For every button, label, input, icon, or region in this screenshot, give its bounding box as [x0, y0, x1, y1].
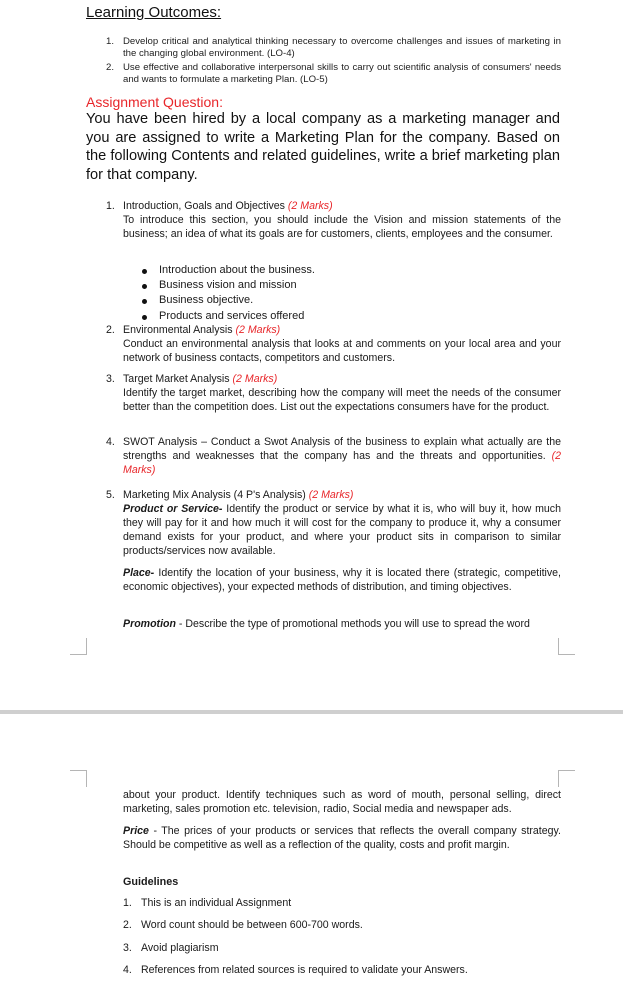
section-marks: (2 Marks)	[123, 450, 561, 476]
assignment-question-body: You have been hired by a local company as a marketing manager and you are assigned to write a Marketing Plan for the company. Based on the following Contents and related guidelines, write a brief marketing plan for that company.	[86, 111, 560, 183]
bullet-icon	[142, 299, 147, 304]
product-text: Identify the product or service by what it is, who will buy it, how much they will pay for it and how much it will cost for the company to produce it, why a consumer demand exists for your product, and where your product sits in comparison to similar products/services now available.	[123, 503, 561, 557]
list-text: Avoid plagiarism	[141, 942, 219, 954]
list-item	[123, 919, 363, 931]
section-number: 1.	[106, 200, 115, 212]
list-number: 2.	[123, 919, 132, 931]
section-title: Introduction, Goals and Objectives	[123, 200, 285, 212]
margin-corner-mark	[558, 638, 575, 655]
place-paragraph	[123, 566, 561, 594]
list-item	[123, 942, 219, 954]
section-number: 5.	[106, 489, 115, 501]
section-environmental-analysis	[106, 323, 561, 365]
list-item	[106, 36, 561, 59]
list-number: 1.	[106, 36, 115, 47]
section-marks: (2 Marks)	[232, 373, 278, 385]
section-marketing-mix	[106, 488, 561, 502]
bullet-icon	[142, 284, 147, 289]
section-title: Marketing Mix Analysis (4 P's Analysis)	[123, 489, 306, 501]
section-target-market	[106, 372, 561, 414]
bullet-icon	[142, 315, 147, 320]
section-number: 3.	[106, 373, 115, 385]
promotion-paragraph	[123, 617, 561, 631]
section-body: To introduce this section, you should include the Vision and mission statements of the business; an idea of what its goals are for customers, clients, employees and the consumer.	[123, 214, 561, 240]
section-number: 2.	[106, 324, 115, 336]
margin-corner-mark	[558, 770, 575, 787]
list-item: Introduction about the business.	[140, 263, 440, 278]
list-item: Business vision and mission	[140, 278, 440, 293]
list-text: This is an individual Assignment	[141, 897, 292, 909]
place-label: Place-	[123, 567, 155, 579]
section-body: Identify the target market, describing how the company will meet the needs of the consumer better than the competition does. List out the expectations consumers have for the product.	[123, 387, 561, 413]
learning-outcomes-title: Learning Outcomes:	[86, 4, 222, 21]
list-text: Word count should be between 600-700 words.	[141, 919, 363, 931]
section-body: – Conduct a Swot Analysis of the business to explain what actually are the strengths and weaknesses that the company has and the threats and opportunities.	[123, 436, 562, 462]
list-text: Develop critical and analytical thinking necessary to overcome challenges and issues of marketing in the changing global environment. (LO-4)	[123, 36, 561, 59]
guidelines-heading: Guidelines	[123, 876, 179, 888]
list-number: 3.	[123, 942, 132, 954]
margin-corner-mark	[70, 770, 87, 787]
margin-corner-mark	[70, 638, 87, 655]
list-number: 2.	[106, 62, 115, 73]
section-marks: (2 Marks)	[287, 200, 333, 212]
list-item	[106, 62, 561, 85]
list-text: Use effective and collaborative interpersonal skills to carry out scientific analysis of consumers' needs and wants to formulate a marketing Plan. (LO-5)	[123, 62, 561, 85]
document-page-2	[0, 714, 623, 1000]
assignment-question-heading: Assignment Question:	[86, 94, 223, 110]
section-title: SWOT Analysis	[123, 436, 198, 448]
section-title: Target Market Analysis	[123, 373, 230, 385]
section-swot	[106, 435, 561, 477]
list-number: 1.	[123, 897, 132, 909]
section-body: Conduct an environmental analysis that looks at and comments on your local area and your network of business contacts, competitors and customers.	[123, 338, 561, 364]
list-text: References from related sources is required to validate your Answers.	[141, 964, 468, 976]
list-item: Business objective.	[140, 293, 440, 308]
promotion-text: - Describe the type of promotional methods you will use to spread the word	[175, 618, 530, 630]
list-item	[123, 897, 291, 909]
price-label: Price	[123, 825, 149, 837]
product-label: Product or Service-	[123, 503, 223, 515]
section-number: 4.	[106, 436, 115, 448]
place-text: Identify the location of your business, why it is located there (strategic, competitive, economic objectives), your expected methods of distribution, and timing objectives.	[123, 567, 561, 593]
list-number: 4.	[123, 964, 132, 976]
promotion-paragraph-continued: about your product. Identify techniques such as word of mouth, personal selling, direct marketing, sales promotion etc. television, radio, Social media and newspaper ads.	[123, 789, 561, 815]
section-title: Environmental Analysis	[123, 324, 233, 336]
section-marks: (2 Marks)	[308, 489, 354, 501]
product-paragraph	[123, 502, 561, 558]
price-text: - The prices of your products or services that reflects the overall company strategy. Should be competitive as well as a reflection of the quality, costs and profit margin.	[123, 825, 561, 851]
list-item: Products and services offered	[140, 309, 440, 324]
list-item	[123, 964, 468, 976]
promotion-label: Promotion	[123, 618, 176, 630]
learning-outcomes-list	[106, 36, 561, 88]
intro-bullet-list	[140, 263, 440, 324]
section-marks: (2 Marks)	[235, 324, 281, 336]
bullet-icon	[142, 269, 147, 274]
section-introduction	[106, 199, 561, 241]
price-paragraph	[123, 824, 561, 852]
